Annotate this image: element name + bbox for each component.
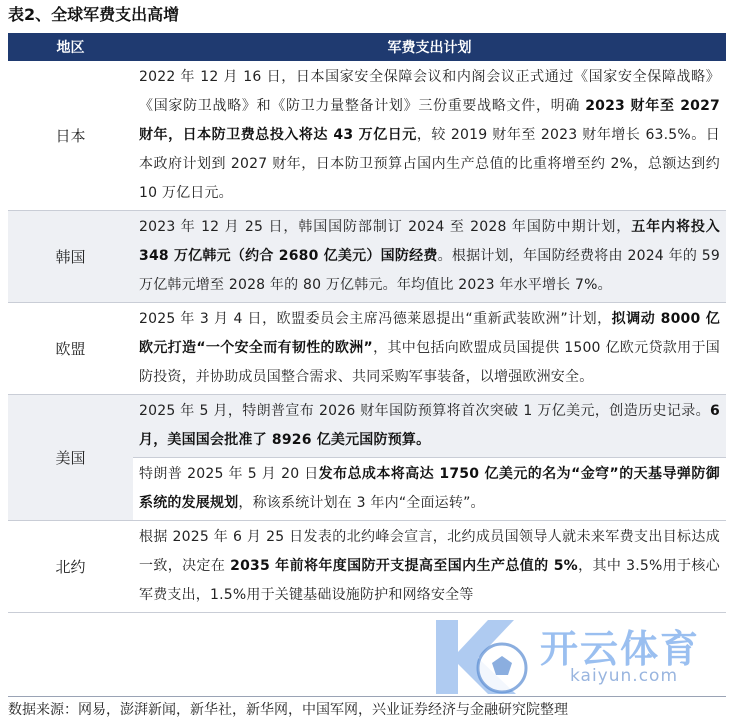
plan-paragraph xyxy=(133,521,726,612)
table-row xyxy=(8,303,726,395)
plan-paragraph xyxy=(133,303,726,394)
region-cell: 北约 xyxy=(55,558,86,576)
plan-highlight: 发布总成本将高达 1750 亿美元的名为“金穹”的天基导弹防御系统的发展规划 xyxy=(139,466,720,511)
plan-highlight: 2035 年前将年度国防开支提高至国内生产总值的 5% xyxy=(230,558,578,574)
plan-text: 2025 年 3 月 4 日，欧盟委员会主席冯德莱恩提出“重新武装欧洲”计划， xyxy=(139,311,612,327)
plan-highlight: 6 月，美国国会批准了 8926 亿美元国防预算。 xyxy=(139,403,720,448)
plan-paragraph xyxy=(133,395,726,457)
region-cell: 美国 xyxy=(55,449,86,467)
plan-cell xyxy=(133,61,726,210)
header-plan: 军费支出计划 xyxy=(387,40,472,56)
watermark xyxy=(428,612,728,700)
plan-text: ，较 2019 财年至 2023 财年增长 63.5%。日本政府计划到 2027 财年，日本防卫预算占国内生产总值的比重将增至约 2%，总额达到约 10 万亿日元。 xyxy=(139,127,720,201)
plan-cell xyxy=(133,303,726,394)
plan-text: ，称该系统计划在 3 年内“全面运转”。 xyxy=(238,495,485,511)
plan-highlight: 2023 财年至 2027 财年，日本防卫费总投入将达 43 万亿日元 xyxy=(139,98,720,143)
plan-text: 根据 2025 年 6 月 25 日发表的北约峰会宣言，北约成员国领导人就未来军费支出目标达成一致，决定在 xyxy=(139,529,720,574)
plan-paragraph xyxy=(133,61,726,210)
plan-cell xyxy=(133,395,726,520)
table-body xyxy=(8,61,726,613)
plan-text: 2023 年 12 月 25 日，韩国国防部制订 2024 至 2028 年国防中期计划， xyxy=(139,219,632,235)
table-title: 表2、全球军费支出高增 xyxy=(8,5,180,24)
region-cell: 欧盟 xyxy=(55,340,86,358)
table-row xyxy=(8,211,726,303)
table-header xyxy=(8,33,726,61)
plan-highlight: 拟调动 8000 亿欧元打造“一个安全而有韧性的欧洲” xyxy=(139,311,721,356)
plan-text: 2025 年 5 月，特朗普宣布 2026 财年国防预算将首次突破 1 万亿美元，创造历史记录。 xyxy=(139,403,711,419)
data-source-note: 数据来源：网易，澎湃新闻，新华社，新华网，中国军网，兴业证券经济与金融研究院整理 xyxy=(8,696,726,721)
table-row xyxy=(8,521,726,613)
plan-paragraph xyxy=(133,457,726,520)
watermark-text: 开云体育 xyxy=(540,627,701,671)
region-cell: 韩国 xyxy=(55,248,86,266)
plan-text: ，其中包括向欧盟成员国提供 1500 亿欧元贷款用于国防投资，并协助成员国整合需求、共同采购军事装备，以增强欧洲安全。 xyxy=(139,340,720,385)
plan-text: ，其中 3.5%用于核心军费支出，1.5%用于关键基础设施防护和网络安全等 xyxy=(139,558,720,603)
table-row xyxy=(8,395,726,521)
header-region: 地区 xyxy=(56,40,85,56)
plan-text: 特朗普 2025 年 5 月 20 日 xyxy=(139,466,319,482)
plan-text: 2022 年 12 月 16 日，日本国家安全保障会议和内阁会议正式通过《国家安全保障战略》《国家防卫战略》和《防卫力量整备计划》三份重要战略文件，明确 xyxy=(139,69,720,114)
plan-cell xyxy=(133,521,726,612)
plan-highlight: 五年内将投入 348 万亿韩元（约合 2680 亿美元）国防经费 xyxy=(139,219,720,264)
region-cell: 日本 xyxy=(55,127,86,145)
table-row xyxy=(8,61,726,211)
military-spending-table xyxy=(8,33,726,613)
plan-text: 。根据计划，年国防经费将由 2024 年的 59 万亿韩元增至 2028 年的 80 万亿韩元。年均值比 2023 年水平增长 7%。 xyxy=(139,248,720,293)
watermark-logo-icon xyxy=(428,612,538,700)
watermark-url: kaiyun.com xyxy=(570,666,679,686)
plan-cell xyxy=(133,211,726,302)
plan-paragraph xyxy=(133,211,726,302)
